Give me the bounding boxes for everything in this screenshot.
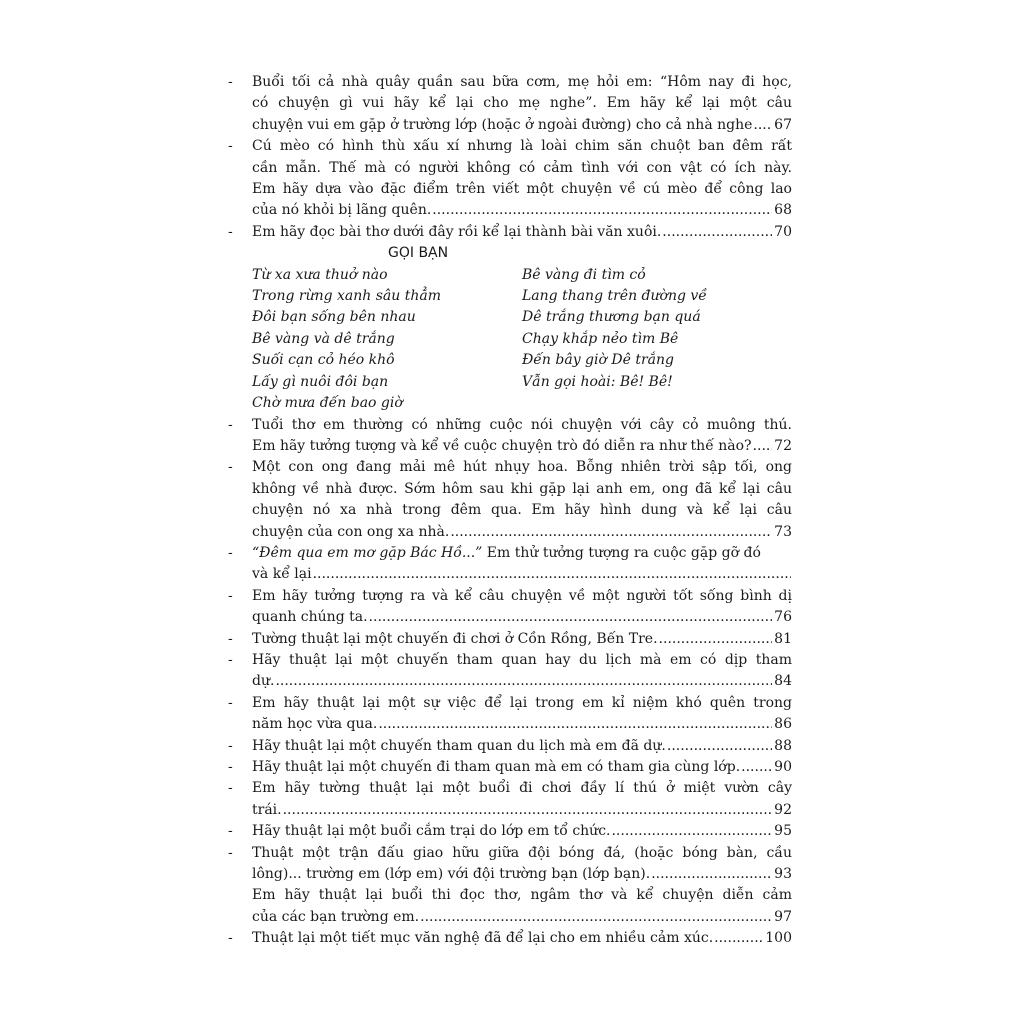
entry-leader-line — [252, 800, 792, 821]
entry-text-line: Hãy thuật lại một chuyến tham quan hay du lịch mà em có dịp tham — [252, 651, 792, 668]
entry-text: Em thử tưởng tượng ra cuộc gặp gỡ đó — [482, 544, 761, 561]
poem-line: Chạy khắp nẻo tìm Bê — [522, 330, 679, 347]
bullet-dash: - — [228, 630, 233, 647]
page-number: 97 — [774, 908, 792, 925]
leader-dots — [378, 714, 772, 735]
entry-text: năm học vừa qua. — [252, 716, 378, 733]
page-number: 84 — [774, 673, 792, 690]
entry-text-line: cần mẫn. Thế mà có người không có cảm tình với con vật có ích này. — [252, 159, 792, 176]
toc-entry — [228, 736, 792, 757]
poem-line: Lang thang trên đường về — [522, 288, 707, 305]
entry-text-line: Em hãy tưởng tượng ra và kể câu chuyện về một người tốt sống bình dị — [252, 587, 792, 604]
bullet-dash: - — [228, 844, 233, 861]
page-number: 73 — [774, 523, 792, 540]
bullet-dash: - — [228, 694, 233, 711]
bullet-dash: - — [228, 780, 233, 797]
page-number: 67 — [774, 116, 792, 133]
entry-leader-line — [252, 671, 792, 692]
entry-text-line — [252, 543, 792, 564]
toc-entry — [228, 693, 792, 736]
entry-text: chuyện vui em gặp ở trường lớp (hoặc ở ngoài đường) cho cả nhà nghe — [252, 116, 753, 133]
entry-text: trái. — [252, 801, 282, 818]
entry-text: của nó khỏi bị lãng quên. — [252, 202, 432, 219]
bullet-dash: - — [228, 138, 233, 155]
poem-line: Suối cạn cỏ héo khô — [252, 352, 395, 369]
leader-dots — [667, 736, 772, 757]
leader-dots — [450, 522, 772, 543]
entry-text-line: Một con ong đang mải mê hút nhụy hoa. Bỗng nhiên trời sập tối, ong — [252, 459, 792, 476]
entry-text: và kể lại — [252, 566, 312, 583]
bullet-dash: - — [228, 651, 233, 668]
poem-line: Bê vàng đi tìm cỏ — [522, 266, 646, 283]
poem-line: Từ xa xưa thuở nào — [252, 266, 388, 283]
poem-line: Đôi bạn sống bên nhau — [252, 309, 416, 326]
entry-leader-line — [252, 564, 792, 585]
entry-leader-line — [252, 928, 792, 949]
leader-dots — [714, 928, 763, 949]
poem-column-right — [522, 265, 792, 415]
toc-entry — [228, 415, 792, 458]
toc-entry — [228, 928, 792, 949]
entry-text-line: Em hãy thuật lại buổi thi đọc thơ, ngâm thơ và kể chuyện diễn cảm — [252, 887, 792, 904]
poem-line: Trong rừng xanh sâu thẳm — [252, 288, 442, 305]
entry-text: Tường thuật lại một chuyến đi chơi ở Cồn Rồng, Bến Tre. — [252, 630, 658, 647]
entry-text: Em hãy đọc bài thơ dưới đây rồi kể lại thành bài văn xuôi. — [252, 223, 662, 240]
toc-entry — [228, 72, 792, 136]
entry-text: Hãy thuật lại một buổi cắm trại do lớp em tổ chức. — [252, 823, 611, 840]
page-number: 93 — [774, 866, 792, 883]
bullet-dash: - — [228, 737, 233, 754]
bullet-dash: - — [228, 223, 233, 240]
entry-text: dự. — [252, 673, 275, 690]
entry-text: Thuật lại một tiết mục văn nghệ đã để lại cho em nhiều cảm xúc. — [252, 930, 714, 947]
leader-dots — [753, 115, 772, 136]
page-number: 72 — [774, 437, 792, 454]
poem-line: Vẫn gọi hoài: Bê! Bê! — [522, 373, 673, 390]
toc-entry — [228, 821, 792, 842]
entry-text: Hãy thuật lại một chuyến đi tham quan mà em có tham gia cùng lớp. — [252, 759, 741, 775]
entry-leader-line — [252, 907, 792, 928]
entry-text-line: Em hãy thuật lại một sự việc để lại trong em kỉ niệm khó quên trong — [252, 694, 792, 711]
bullet-dash: - — [228, 544, 233, 561]
entry-leader-line — [252, 115, 792, 136]
poem-line: Lấy gì nuôi đôi bạn — [252, 373, 389, 390]
entry-text-line: không về nhà được. Sớm hôm sau khi gặp lại anh em, ong đã kể lại câu — [252, 480, 792, 497]
entry-leader-line — [252, 821, 792, 842]
toc-entry — [228, 543, 792, 586]
entry-quote: “Đêm qua em mơ gặp Bác Hồ...” — [252, 544, 483, 561]
entry-text: của các bạn trường em. — [252, 908, 420, 925]
toc-entry — [228, 222, 792, 243]
bullet-dash: - — [228, 74, 233, 90]
leader-dots — [420, 907, 772, 928]
toc-entry — [228, 586, 792, 629]
page-number: 100 — [765, 930, 792, 947]
entry-text-line: Buổi tối cả nhà quây quần sau bữa cơm, mẹ hỏi em: “Hôm nay đi học, — [252, 74, 792, 90]
entry-text-line: chuyện nó xa nhà trong đêm qua. Em hãy hình dung và kể lại câu — [252, 502, 792, 519]
toc-entry — [228, 843, 792, 886]
entry-text-line: có chuyện gì vui hãy kể lại cho mẹ nghe”. Em hãy kể lại một câu — [252, 95, 792, 112]
poem-line: Dê trắng thương bạn quá — [522, 309, 701, 326]
page-number: 76 — [774, 609, 792, 626]
toc-entry — [228, 457, 792, 543]
entry-leader-line — [252, 522, 792, 543]
toc-entry — [228, 650, 792, 693]
leader-dots — [432, 200, 772, 221]
page-number: 68 — [774, 202, 792, 219]
toc-entry — [228, 757, 792, 778]
bullet-dash: - — [228, 587, 233, 604]
entry-text-line: Em hãy dựa vào đặc điểm trên viết một chuyện về cú mèo để công lao — [252, 181, 792, 198]
poem-column-left — [252, 265, 522, 415]
toc-entry — [228, 778, 792, 821]
entry-leader-line — [252, 607, 792, 628]
entry-text-line: Thuật một trận đấu giao hữu giữa đội bóng đá, (hoặc bóng bàn, cầu — [252, 844, 792, 861]
bullet-dash: - — [228, 459, 233, 476]
poem-line: Bê vàng và dê trắng — [252, 330, 395, 347]
poem-title: GỌI BẠN — [388, 245, 449, 262]
page-number: 70 — [774, 223, 792, 240]
entry-text: Em hãy tưởng tượng và kể về cuộc chuyện trò đó diễn ra như thế nào? — [252, 437, 752, 454]
entry-leader-line — [252, 864, 792, 885]
leader-dots — [662, 222, 772, 243]
entry-text: quanh chúng ta. — [252, 609, 368, 626]
leader-dots — [741, 757, 772, 778]
toc-entry — [228, 629, 792, 650]
page-number: 92 — [774, 801, 792, 818]
leader-dots — [659, 629, 773, 650]
page-number: 95 — [774, 823, 792, 840]
toc-entry — [228, 885, 792, 928]
leader-dots — [369, 607, 773, 628]
entry-leader-line — [252, 757, 792, 778]
bullet-dash: - — [228, 759, 233, 775]
entry-text-line: Tuổi thơ em thường có những cuộc nói chuyện với cây cỏ muông thú. — [252, 416, 792, 433]
page-number: 86 — [774, 716, 792, 733]
page-number: 88 — [774, 737, 792, 754]
entry-leader-line — [252, 200, 792, 221]
bullet-dash: - — [228, 823, 233, 840]
entry-text: lông)... trường em (lớp em) với đội trường bạn (lớp bạn). — [252, 866, 651, 883]
bullet-dash: - — [228, 930, 233, 947]
poem-line: Đến bây giờ Dê trắng — [522, 352, 674, 369]
entry-leader-line — [252, 714, 792, 735]
leader-dots — [313, 564, 791, 585]
leader-dots — [611, 821, 772, 842]
poem-line: Chờ mưa đến bao giờ — [252, 395, 403, 412]
entry-leader-line — [252, 222, 792, 243]
leader-dots — [275, 671, 772, 692]
leader-dots — [753, 436, 773, 457]
table-of-contents — [228, 72, 792, 950]
page-number: 81 — [774, 630, 792, 647]
entry-leader-line — [252, 629, 792, 650]
bullet-dash: - — [228, 416, 233, 433]
entry-text-line: Em hãy tường thuật lại một buổi đi chơi đầy lí thú ở miệt vườn cây — [252, 780, 792, 797]
entry-leader-line — [252, 736, 792, 757]
entry-text: chuyện của con ong xa nhà. — [252, 523, 450, 540]
leader-dots — [283, 800, 773, 821]
page-number: 90 — [774, 759, 792, 775]
entry-text: Hãy thuật lại một chuyến tham quan du lịch mà em đã dự. — [252, 737, 666, 754]
entry-text-line: Cú mèo có hình thù xấu xí nhưng là loài chim săn chuột ban đêm rất — [252, 138, 792, 155]
toc-entry — [228, 136, 792, 222]
poem — [228, 265, 792, 415]
leader-dots — [651, 864, 772, 885]
entry-leader-line — [252, 436, 792, 457]
